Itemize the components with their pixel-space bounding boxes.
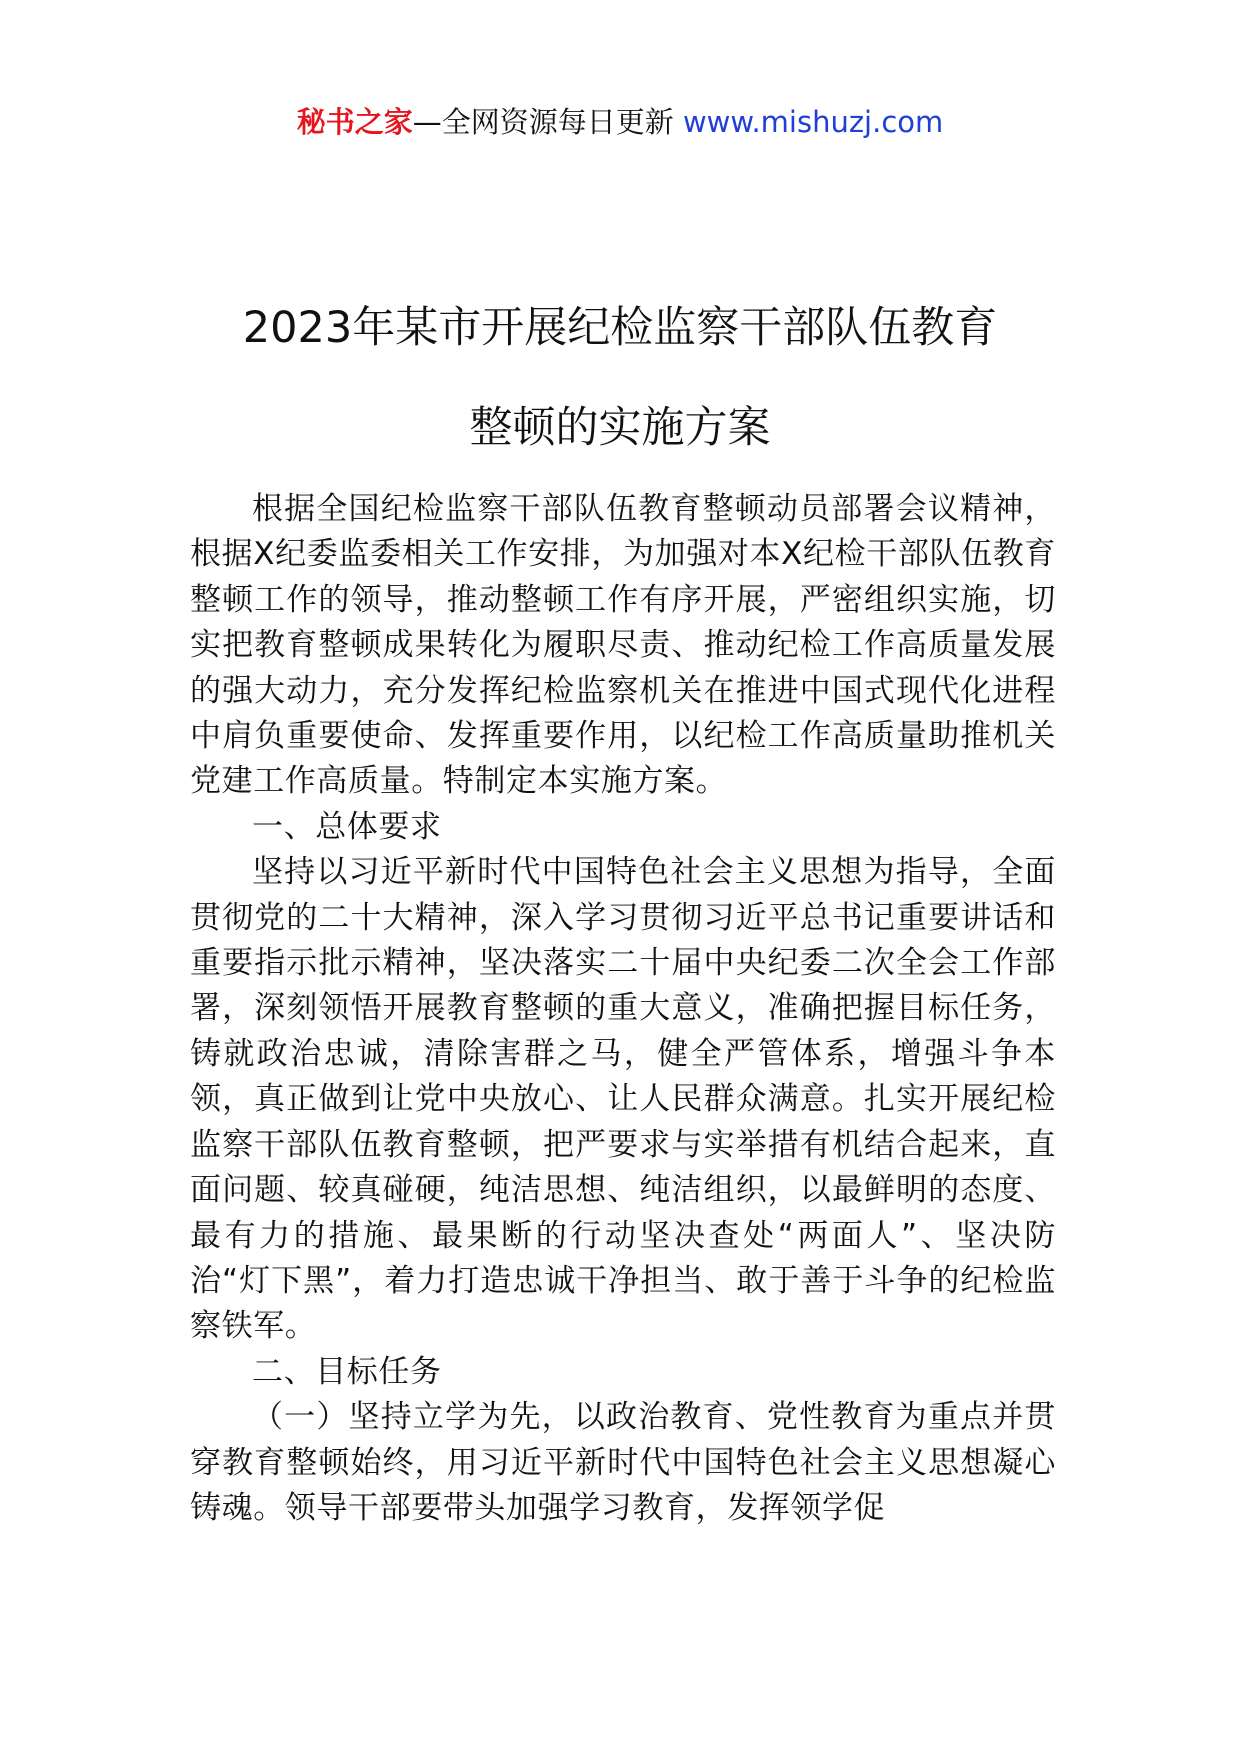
brand-name: 秘书之家 [296,105,413,139]
section-heading-general-requirements: 一、总体要求 [252,808,442,845]
task-item-1: （一）坚持立学为先，以政治教育、党性教育为重点并贯穿教育整顿始终，用习近平新时代中国特色社会主义思想凝心铸魂。领导干部要带头加强学习教育，发挥领学促 [190,1399,1056,1526]
banner-tagline: —全网资源每日更新 [412,105,683,139]
document-title [160,278,1080,478]
intro-paragraph: 根据全国纪检监察干部队伍教育整顿动员部署会议精神，根据X纪委监委相关工作安排，为加强对本X纪检干部队伍教育整顿工作的领导，推动整顿工作有序开展，严密组织实施，切实把教育整顿成果转化为履职尽责、推动纪检工作高质量发展的强大动力，充分发挥纪检监察机关在推进中国式现代化进程中肩负重要使命、发挥重要作用，以纪检工作高质量助推机关党建工作高质量。特制定本实施方案。 [190,491,1056,800]
site-banner [0,102,1240,142]
title-line-1: 2023年某市开展纪检监察干部队伍教育 [242,303,998,353]
website-link[interactable]: www.mishuzj.com [682,105,944,139]
section-heading-goals-tasks: 二、目标任务 [252,1353,442,1390]
general-requirements-paragraph: 坚持以习近平新时代中国特色社会主义思想为指导，全面贯彻党的二十大精神，深入学习贯彻习近平总书记重要讲话和重要指示批示精神，坚决落实二十届中央纪委二次全会工作部署，深刻领悟开展教育整顿的重大意义，准确把握目标任务，铸就政治忠诚，清除害群之马，健全严管体系，增强斗争本领，真正做到让党中央放心、让人民群众满意。扎实开展纪检监察干部队伍教育整顿，把严要求与实举措有机结合起来，直面问题、较真碰硬，纯洁思想、纯洁组织，以最鲜明的态度、最有力的措施、最果断的行动坚决查处“两面人”、坚决防治“灯下黑”，着力打造忠诚干净担当、敢于善于斗争的纪检监察铁军。 [190,854,1056,1345]
document-body [190,487,1056,1531]
title-line-2: 整顿的实施方案 [469,403,771,453]
